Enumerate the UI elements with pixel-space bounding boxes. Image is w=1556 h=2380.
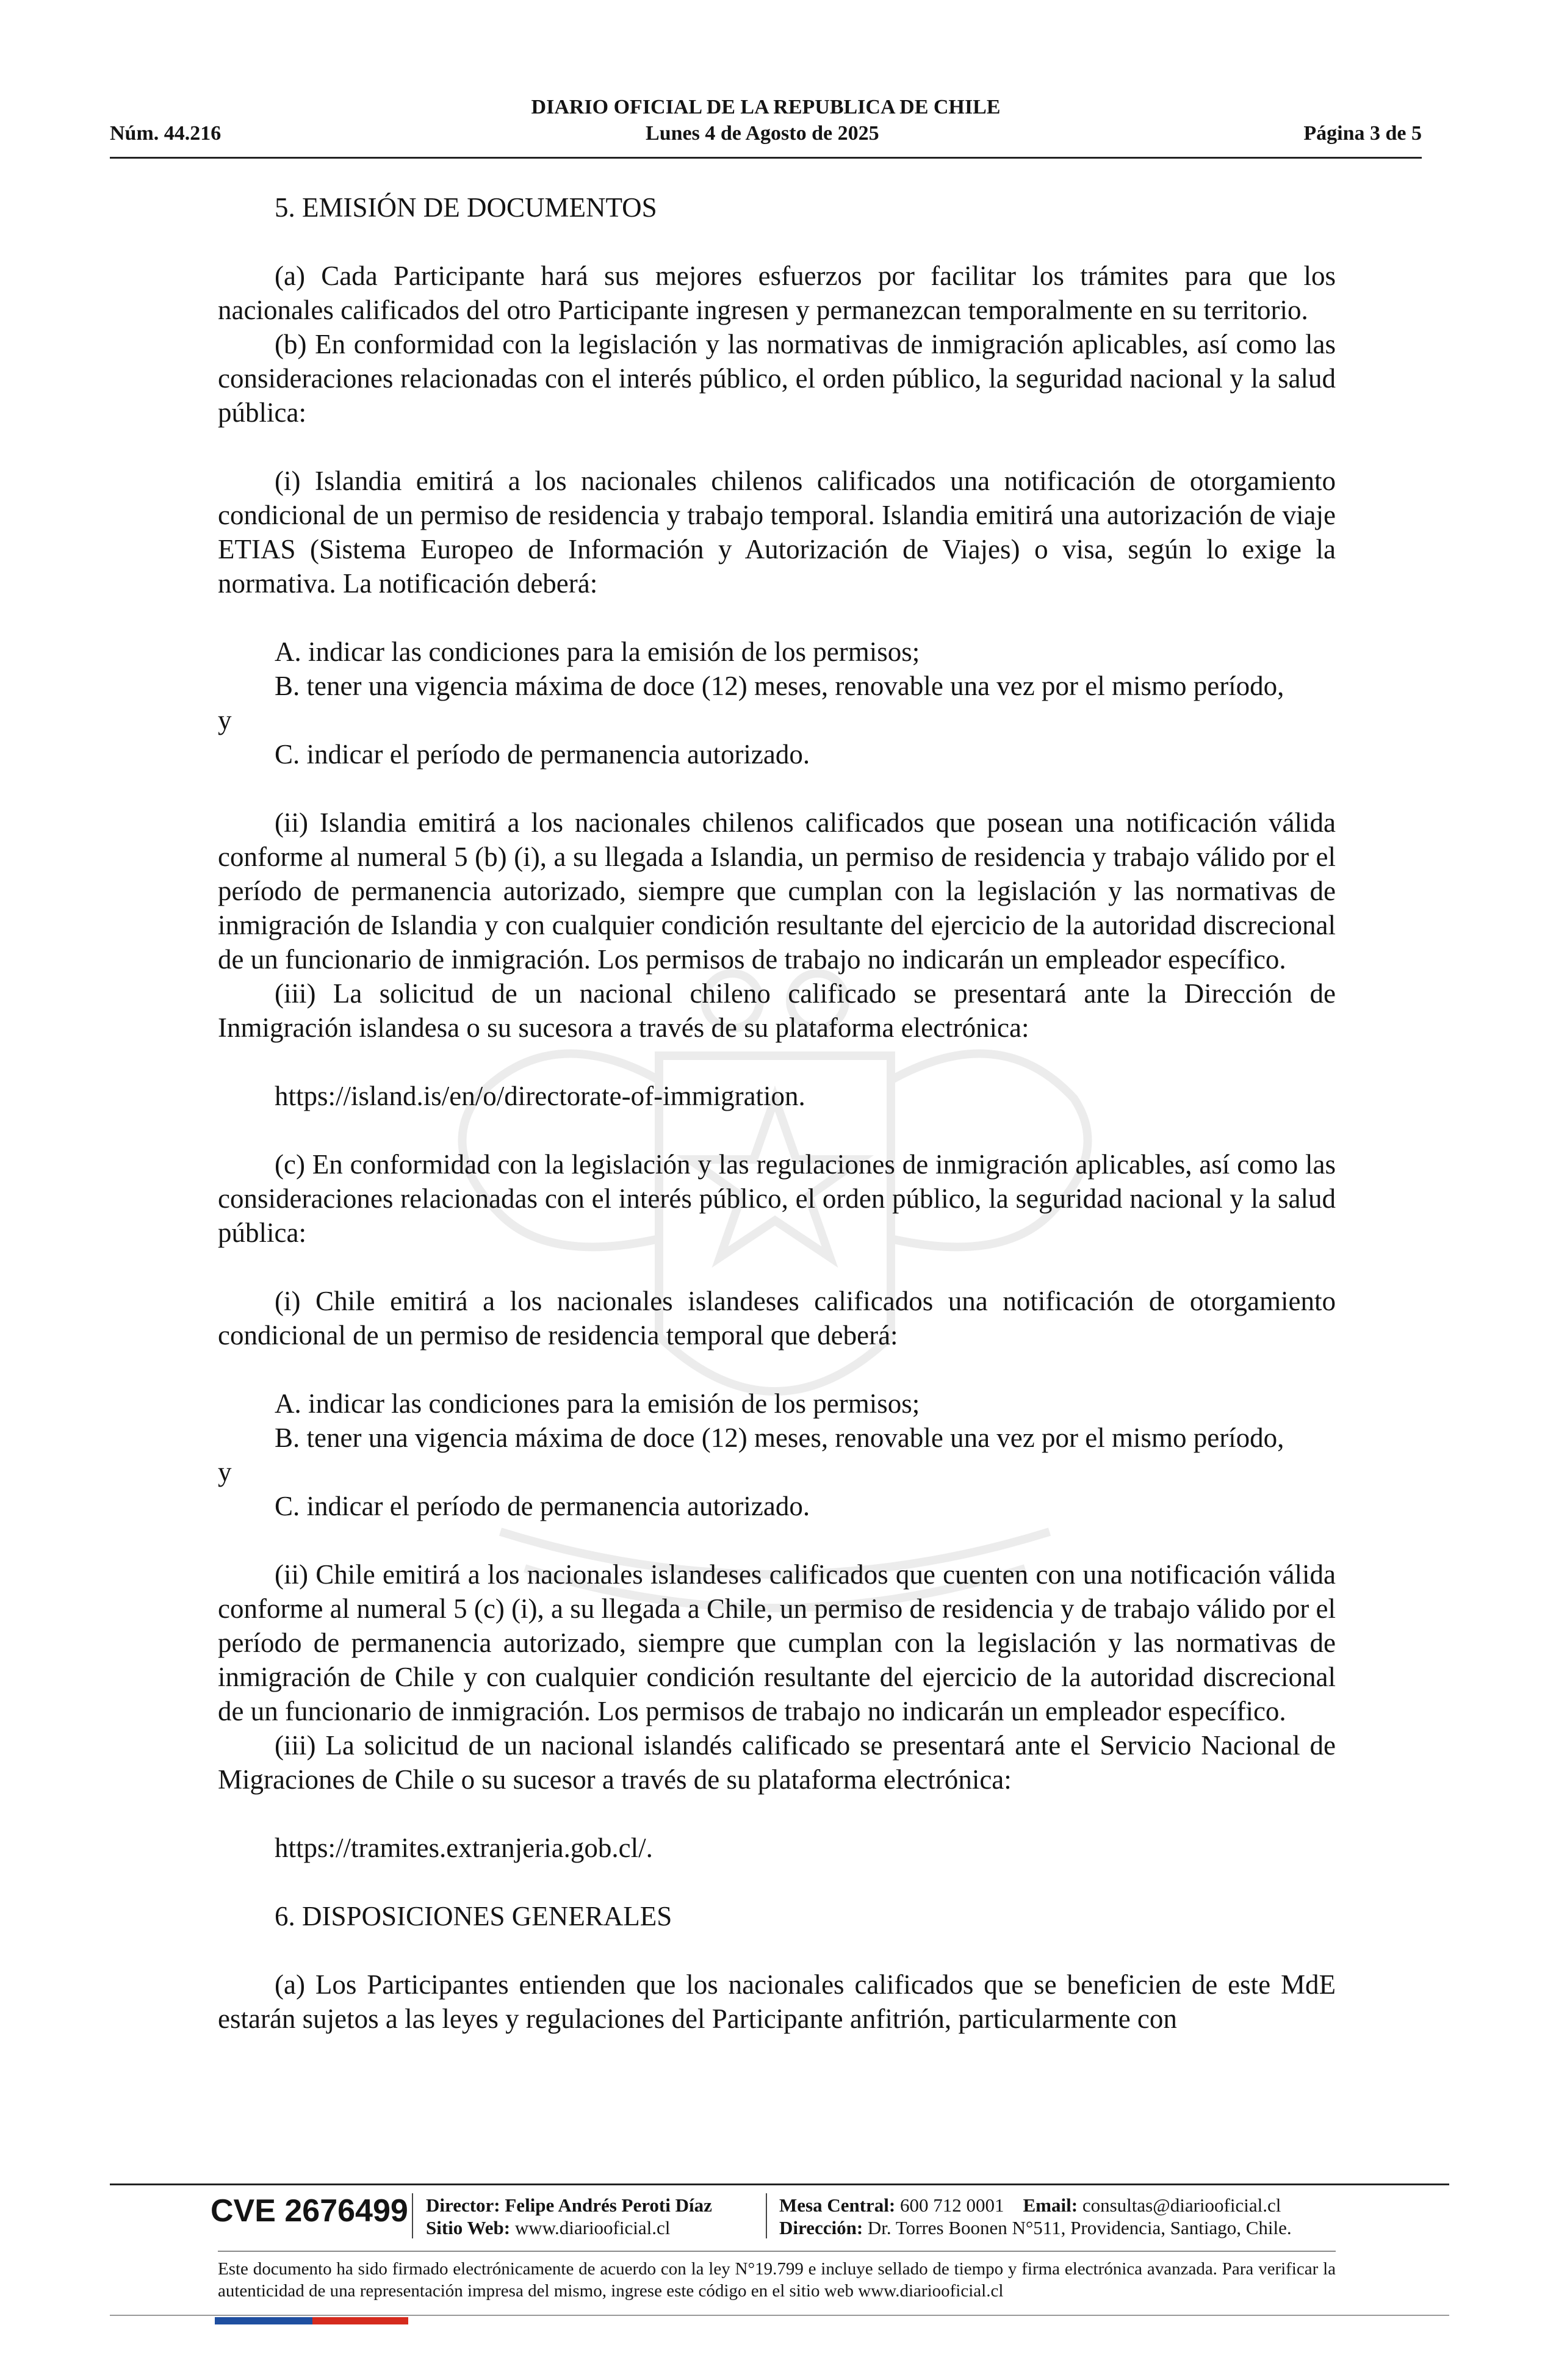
list-item: B. tener una vigencia máxima de doce (12) meses, renovable una vez por el mismo período, xyxy=(275,671,1284,701)
paragraph: (a) Los Participantes entienden que los nacionales calificados que se beneficien de este MdE estarán sujetos a las leyes y regulaciones del Participante anfitrión, particularmente con xyxy=(218,1969,1336,2034)
list-connector: y xyxy=(218,1457,232,1487)
url-text: https://island.is/en/o/directorate-of-immigration. xyxy=(275,1081,805,1111)
footer-bottom-rule xyxy=(110,2315,1449,2316)
footer-contact-block xyxy=(779,2194,1292,2239)
mesa-label: Mesa Central: xyxy=(779,2194,896,2216)
paragraph: (b) En conformidad con la legislación y las normativas de inmigración aplicables, así como las consideraciones relacionadas con el interés público, el orden público, la seguridad nacional y la salud pública: xyxy=(218,329,1336,428)
list-connector: y xyxy=(218,705,232,735)
list-item: A. indicar las condiciones para la emisión de los permisos; xyxy=(275,1388,920,1419)
list-item: C. indicar el período de permanencia autorizado. xyxy=(275,739,810,770)
paragraph: (ii) Chile emitirá a los nacionales islandeses calificados que cuenten con una notificación válida conforme al numeral 5 (c) (i), a su llegada a Chile, un permiso de residencia y de trabajo válido por el período de permanencia autorizado, siempre que cumplan con la legislación y las normativas de inmigración de Chile y con cualquier condición resultante del ejercicio de la autoridad discrecional de un funcionario de inmigración. Los permisos de trabajo no indicarán un empleador específico. xyxy=(218,1559,1336,1726)
flag-stripe-blue xyxy=(215,2317,312,2324)
paragraph: (c) En conformidad con la legislación y las regulaciones de inmigración aplicables, así como las consideraciones relacionadas con el interés público, el orden público, la seguridad nacional y la salud pública: xyxy=(218,1149,1336,1248)
footer-divider-secondary xyxy=(218,2251,1336,2252)
footer-separator xyxy=(766,2193,767,2238)
site-label: Sitio Web: xyxy=(426,2217,511,2238)
page-number: Página 3 de 5 xyxy=(1303,122,1422,145)
address-value: Dr. Torres Boonen N°511, Providencia, Santiago, Chile. xyxy=(867,2217,1292,2238)
url-text: https://tramites.extranjeria.gob.cl/. xyxy=(275,1833,653,1863)
gazette-title: DIARIO OFICIAL DE LA REPUBLICA DE CHILE xyxy=(531,96,1001,118)
paragraph: (i) Chile emitirá a los nacionales islandeses calificados una notificación de otorgamiento condicional de un permiso de residencia temporal que deberá: xyxy=(218,1286,1336,1350)
paragraph: (iii) La solicitud de un nacional chileno calificado se presentará ante la Dirección de Inmigración islandesa o su sucesora a través de su plataforma electrónica: xyxy=(218,978,1336,1043)
list-item: C. indicar el período de permanencia autorizado. xyxy=(275,1491,810,1521)
director-label: Director: xyxy=(426,2194,500,2216)
flag-stripe-red xyxy=(312,2317,408,2324)
cve-code: CVE 2676499 xyxy=(211,2193,408,2229)
signature-notice: Este documento ha sido firmado electrónicamente de acuerdo con la ley N°19.799 e incluye sellado de tiempo y firma electrónica avanzada. Para verificar la autenticidad de una representación impresa del mismo, ingrese este código en el sitio web www.diariooficial.cl xyxy=(218,2259,1336,2301)
email-label: Email: xyxy=(1023,2194,1078,2216)
issue-number: Núm. 44.216 xyxy=(110,122,222,145)
header-divider xyxy=(110,157,1422,159)
director-name: Felipe Andrés Peroti Díaz xyxy=(505,2194,712,2216)
list-item: A. indicar las condiciones para la emisión de los permisos; xyxy=(275,636,920,667)
header-row xyxy=(110,122,1422,145)
section-heading: 5. EMISIÓN DE DOCUMENTOS xyxy=(275,192,657,223)
paragraph: (i) Islandia emitirá a los nacionales chilenos calificados una notificación de otorgamiento condicional de un permiso de residencia y trabajo temporal. Islandia emitirá una autorización de viaje ETIAS (Sistema Europeo de Información y Autorización de Viajes) o visa, según lo exige la normativa. La notificación deberá: xyxy=(218,466,1336,599)
address-label: Dirección: xyxy=(779,2217,863,2238)
email-link[interactable]: consultas@diariooficial.cl xyxy=(1082,2194,1281,2216)
document-body xyxy=(218,190,1336,2036)
footer-separator xyxy=(412,2193,413,2238)
footer-director-block xyxy=(426,2194,712,2239)
mesa-phone: 600 712 0001 xyxy=(900,2194,1004,2216)
issue-date: Lunes 4 de Agosto de 2025 xyxy=(646,122,879,145)
paragraph: (iii) La solicitud de un nacional islandés calificado se presentará ante el Servicio Nacional de Migraciones de Chile o su sucesor a través de su plataforma electrónica: xyxy=(218,1730,1336,1795)
site-link[interactable]: www.diariooficial.cl xyxy=(514,2217,671,2238)
footer-divider xyxy=(110,2183,1449,2185)
paragraph: (a) Cada Participante hará sus mejores esfuerzos por facilitar los trámites para que los nacionales calificados del otro Participante ingresen y permanezcan temporalmente en su territorio. xyxy=(218,261,1336,325)
list-item: B. tener una vigencia máxima de doce (12) meses, renovable una vez por el mismo período, xyxy=(275,1423,1284,1453)
paragraph: (ii) Islandia emitirá a los nacionales chilenos calificados que posean una notificación válida conforme al numeral 5 (b) (i), a su llegada a Islandia, un permiso de residencia y trabajo válido por el período de permanencia autorizado, siempre que cumplan con la legislación y las normativas de inmigración de Islandia y con cualquier condición resultante del ejercicio de la autoridad discrecional de un funcionario de inmigración. Los permisos de trabajo no indicarán un empleador específico. xyxy=(218,807,1336,975)
section-heading: 6. DISPOSICIONES GENERALES xyxy=(275,1901,672,1931)
